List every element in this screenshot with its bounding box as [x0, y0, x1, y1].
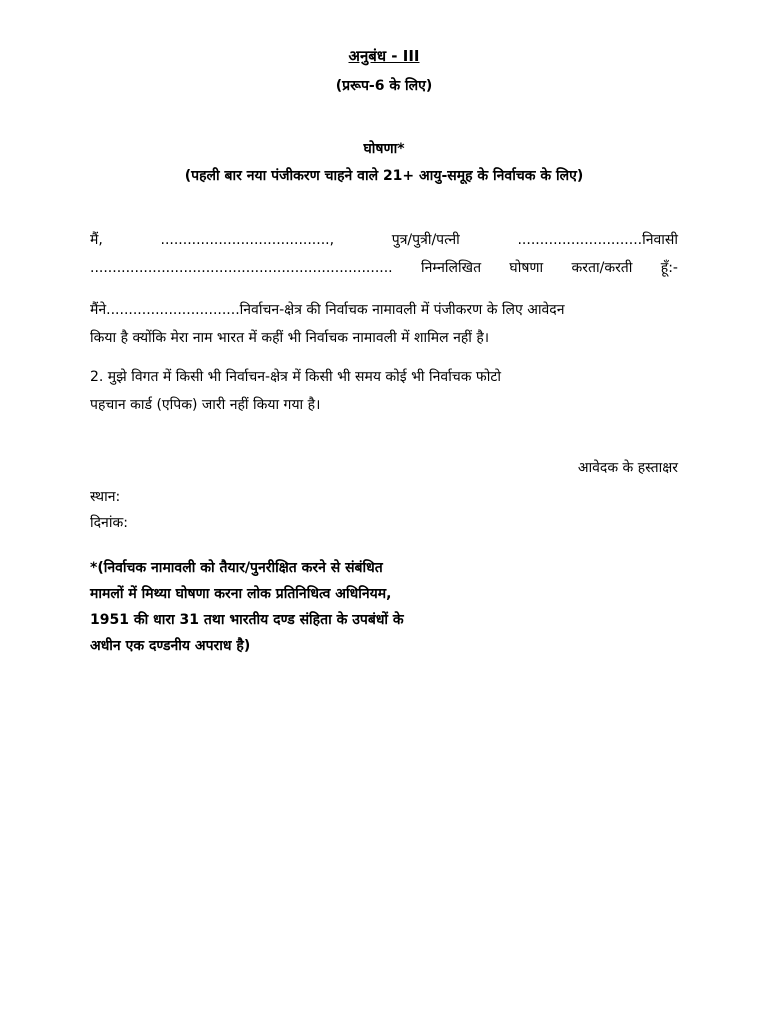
declaration-subtitle: (पहली बार नया पंजीकरण चाहने वाले 21+ आयु-समूह के निर्वाचक के लिए)	[184, 168, 584, 184]
declarant-line-2: .................................................................... निम्नलिखित घोषणा करता/करती हूँ:-	[90, 260, 678, 276]
statement-1-paragraph	[90, 296, 678, 352]
legal-note-line-4: अधीन एक दण्डनीय अपराध है)	[90, 638, 251, 654]
statement-2-paragraph	[90, 363, 678, 419]
declarant-details-paragraph	[90, 226, 678, 282]
statement-2-line-2: पहचान कार्ड (एपिक) जारी नहीं किया गया है।	[90, 397, 321, 413]
statement-2-line-1: 2. मुझे विगत में किसी भी निर्वाचन-क्षेत्र में किसी भी समय कोई भी निर्वाचक फोटो	[90, 369, 502, 385]
place-label: स्थान:	[90, 489, 121, 505]
legal-note	[90, 555, 490, 659]
legal-note-line-3: 1951 की धारा 31 तथा भारतीय दण्ड संहिता के उपबंधों के	[90, 612, 404, 628]
legal-note-line-1: *(निर्वाचक नामावली को तैयार/पुनरीक्षित करने से संबंधित	[90, 560, 383, 576]
declaration-title: घोषणा*	[363, 141, 405, 157]
declarant-line-1: मैं, ......................................, पुत्र/पुत्री/पत्नी ............................निवासी	[90, 232, 678, 248]
statement-1-line-1: मैंने..............................निर्वाचन-क्षेत्र की निर्वाचक नामावली में पंजीकरण के लिए आवेदन	[90, 302, 565, 318]
date-label: दिनांक:	[90, 515, 128, 531]
form-reference: (प्ररूप-6 के लिए)	[335, 78, 433, 94]
statement-1-line-2: किया है क्योंकि मेरा नाम भारत में कहीं भी निर्वाचक नामावली में शामिल नहीं है।	[90, 330, 490, 346]
annex-heading: अनुबंध - III	[348, 47, 420, 65]
legal-note-line-2: मामलों में मिथ्या घोषणा करना लोक प्रतिनिधित्व अधिनियम,	[90, 586, 392, 602]
applicant-signature-label: आवेदक के हस्ताक्षर	[577, 460, 678, 476]
